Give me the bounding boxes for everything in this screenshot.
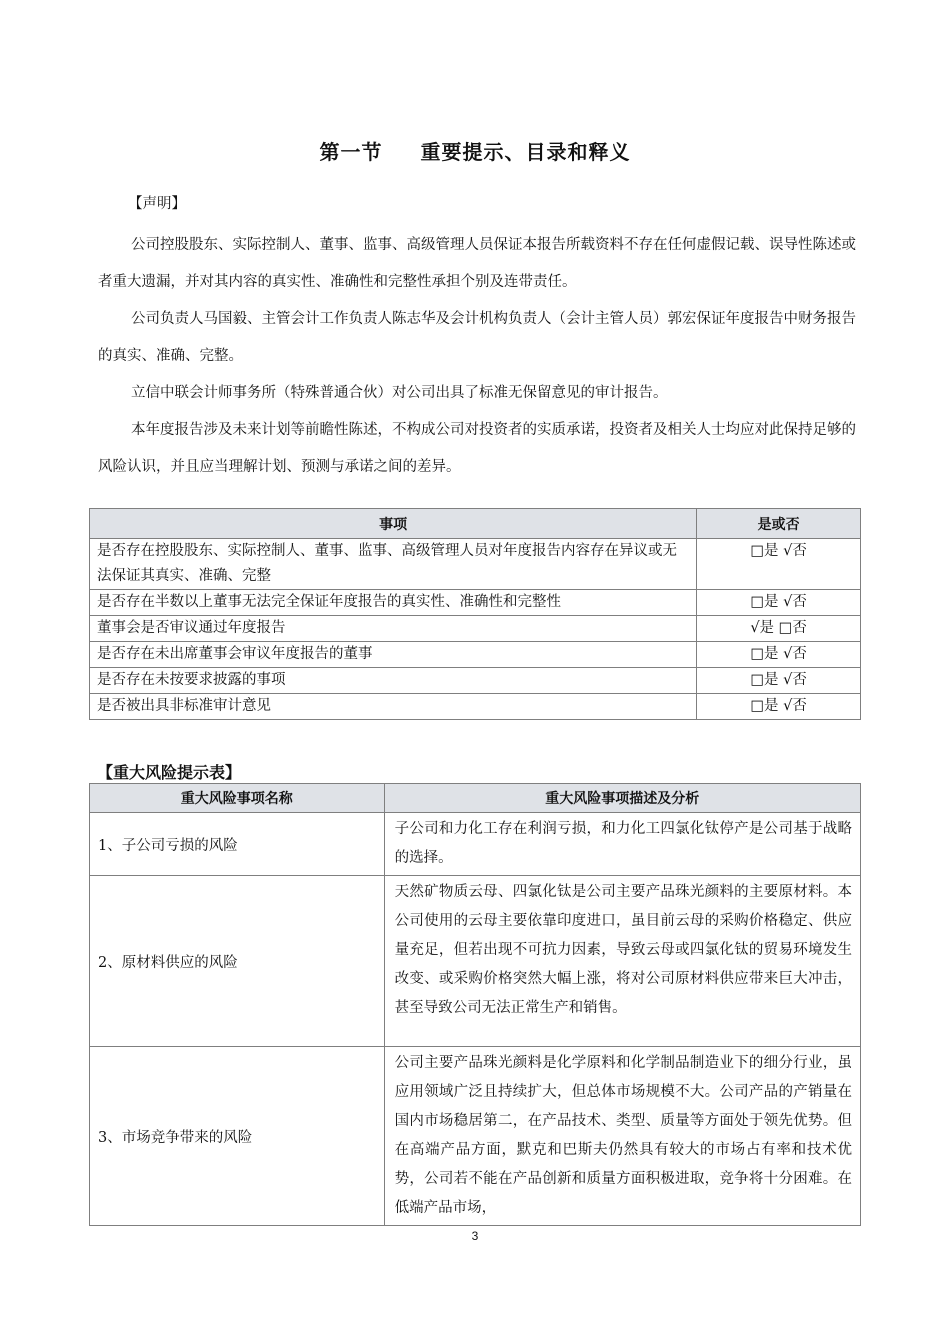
matter-cell: 是否存在未按要求披露的事项 [90,668,697,694]
declaration-paragraph: 本年度报告涉及未来计划等前瞻性陈述，不构成公司对投资者的实质承诺，投资者及相关人士均应对此保持足够的风险认识，并且应当理解计划、预测与承诺之间的差异。 [98,422,856,475]
table-row [90,1047,861,1226]
declaration-paragraph: 立信中联会计师事务所（特殊普通合伙）对公司出具了标准无保留意见的审计报告。 [131,385,668,401]
table-row [90,616,861,642]
yes-no-cell: □是 √否 [697,642,861,668]
table-row [90,590,861,616]
matter-cell: 董事会是否审议通过年度报告 [90,616,697,642]
section-number: 第一节 [319,140,383,164]
risk-table-title: 【重大风险提示表】 [97,763,242,782]
yes-no-cell: □是 √否 [697,539,861,590]
column-header: 重大风险事项描述及分析 [384,784,860,813]
risk-desc-cell: 公司主要产品珠光颜料是化学原料和化学制品制造业下的细分行业，虽应用领域广泛且持续扩大，但总体市场规模不大。公司产品的产销量在国内市场稳居第二，在产品技术、类型、质量等方面处于领先优势。但在高端产品方面，默克和巴斯夫仍然具有较大的市场占有率和技术优势，公司若不能在产品创新和质量方面积极进取，竞争将十分困难。在低端产品市场， [384,1047,860,1226]
section-name: 重要提示、目录和释义 [420,140,631,164]
matter-cell: 是否存在未出席董事会审议年度报告的董事 [90,642,697,668]
matter-cell: 是否存在半数以上董事无法完全保证年度报告的真实性、准确性和完整性 [90,590,697,616]
risk-name-cell: 3、市场竞争带来的风险 [90,1047,385,1226]
page-title [0,136,950,165]
declaration-paragraph: 公司负责人马国毅、主管会计工作负责人陈志华及会计机构负责人（会计主管人员）郭宏保证年度报告中财务报告的真实、准确、完整。 [98,311,856,364]
risk-name-cell: 2、原材料供应的风险 [90,876,385,1047]
risk-name-cell: 1、子公司亏损的风险 [90,813,385,876]
matter-cell: 是否存在控股股东、实际控制人、董事、监事、高级管理人员对年度报告内容存在异议或无法保证其真实、准确、完整 [90,539,697,590]
yes-no-cell: □是 √否 [697,590,861,616]
column-header: 重大风险事项名称 [90,784,385,813]
table-header-row [90,784,861,813]
yes-no-cell: □是 √否 [697,694,861,720]
table-row [90,813,861,876]
declaration-heading: 【声明】 [128,196,186,212]
table-row [90,539,861,590]
column-header: 是或否 [697,509,861,539]
risk-desc-cell: 天然矿物质云母、四氯化钛是公司主要产品珠光颜料的主要原材料。本公司使用的云母主要依靠印度进口，虽目前云母的采购价格稳定、供应量充足，但若出现不可抗力因素，导致云母或四氯化钛的贸易环境发生改变、或采购价格突然大幅上涨，将对公司原材料供应带来巨大冲击，甚至导致公司无法正常生产和销售。 [384,876,860,1047]
yes-no-cell: √是 □否 [697,616,861,642]
table-row [90,642,861,668]
yes-no-cell: □是 √否 [697,668,861,694]
table-row [90,876,861,1047]
matter-cell: 是否被出具非标准审计意见 [90,694,697,720]
table-row [90,694,861,720]
risk-table [89,783,861,1226]
table-row [90,668,861,694]
table-header-row [90,509,861,539]
column-header: 事项 [90,509,697,539]
declaration-paragraph: 公司控股股东、实际控制人、董事、监事、高级管理人员保证本报告所载资料不存在任何虚假记载、误导性陈述或者重大遗漏，并对其内容的真实性、准确性和完整性承担个别及连带责任。 [98,237,856,290]
page-number: 3 [471,1229,479,1243]
risk-desc-cell: 子公司和力化工存在利润亏损，和力化工四氯化钛停产是公司基于战略的选择。 [384,813,860,876]
matters-table [89,508,861,720]
